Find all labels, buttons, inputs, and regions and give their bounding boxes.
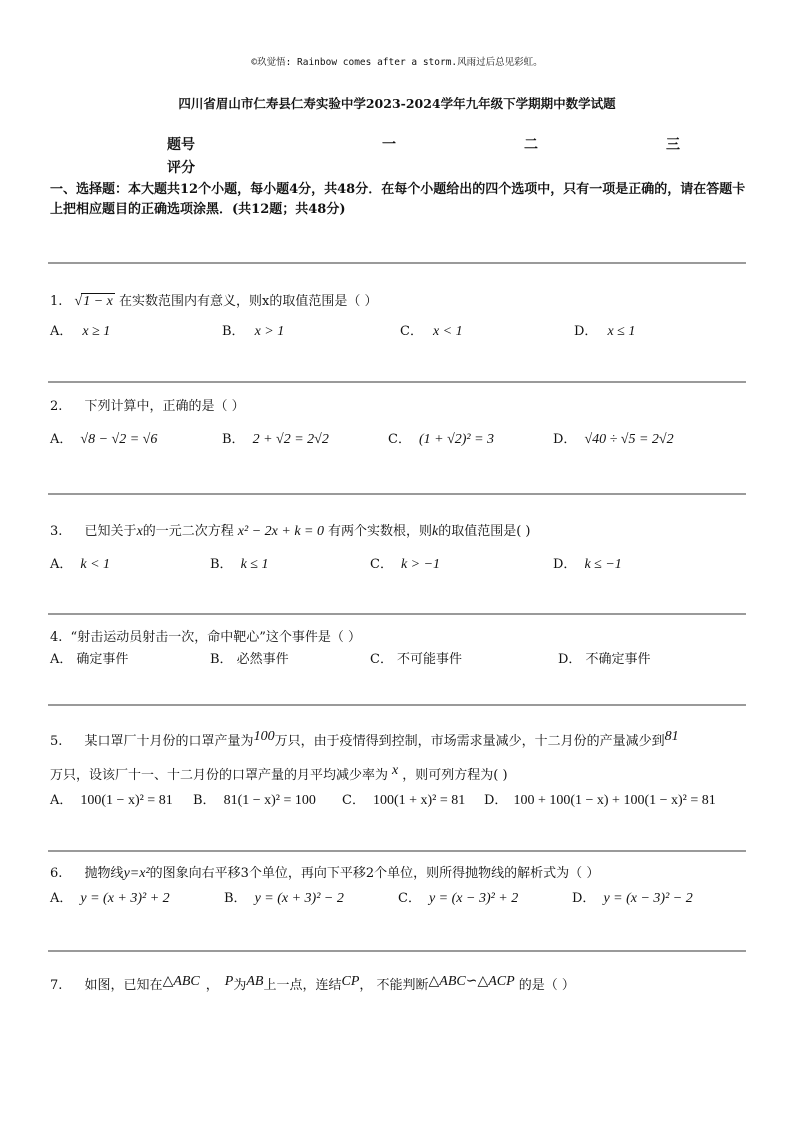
option-label: D．: [484, 793, 508, 808]
option-b[interactable]: 必然事件: [236, 652, 289, 667]
divider: [48, 381, 746, 383]
question-text: “射击运动员射击一次，命中靶心”这个事件是（ ）: [70, 630, 361, 645]
divider: [48, 704, 746, 706]
question-text: 下列计算中，正确的是（ ）: [84, 399, 245, 414]
option-d[interactable]: k ≤ −1: [584, 557, 622, 572]
option-b[interactable]: 2 + √2 = 2√2: [252, 432, 329, 447]
option-a[interactable]: 确定事件: [76, 652, 129, 667]
question-number: 5.: [50, 734, 63, 749]
divider: [48, 613, 746, 615]
variable-k: k: [432, 524, 439, 539]
divider: [48, 950, 746, 952]
divider: [48, 262, 746, 264]
question-text: 在实数范围内有意义，则x的取值范围是（ ）: [119, 294, 378, 309]
option-label: B．: [222, 324, 245, 339]
option-b[interactable]: k ≤ 1: [240, 557, 269, 572]
option-label: B．: [222, 432, 245, 447]
option-label: C．: [342, 793, 365, 808]
option-label: C．: [370, 652, 393, 667]
question-number: 4.: [50, 630, 63, 645]
question-text: 已知关于: [84, 524, 137, 539]
similarity-statement: △ABC∽△ACP: [428, 974, 515, 989]
option-label: B．: [210, 557, 233, 572]
option-a[interactable]: 100(1 − x)² = 81: [80, 793, 173, 808]
divider: [48, 850, 746, 852]
option-a[interactable]: x ≥ 1: [82, 324, 111, 339]
option-b[interactable]: y = (x + 3)² − 2: [254, 891, 344, 906]
option-label: C．: [388, 432, 411, 447]
option-label: D．: [572, 891, 596, 906]
header-note: ©玖觉悟: Rainbow comes after a storm.风雨过后总见彩虹。: [251, 57, 543, 68]
question-text: 万只，设该厂十一、十二月份的口罩产量的月平均减少率为: [50, 768, 389, 783]
segment-cp: CP: [341, 974, 360, 989]
value-100: 100: [253, 729, 275, 744]
option-label: A．: [50, 324, 73, 339]
point-p: P: [224, 974, 234, 989]
option-d[interactable]: 100 + 100(1 − x) + 100(1 − x)² = 81: [513, 793, 716, 808]
option-d[interactable]: √40 ÷ √5 = 2√2: [584, 432, 674, 447]
option-label: B．: [224, 891, 247, 906]
option-a[interactable]: k < 1: [80, 557, 111, 572]
option-a[interactable]: y = (x + 3)² + 2: [80, 891, 170, 906]
section-heading: 一、选择题：本大题共12个小题，每小题4分，共48分．在每个小题给出的四个选项中，只有一项是正确的，请在答题卡上把相应题目的正确选项涂黑．(共12题；共48分): [50, 182, 746, 217]
question-text: 如图，已知在: [84, 978, 163, 993]
option-b[interactable]: x > 1: [254, 324, 285, 339]
question-text: 抛物线: [84, 866, 124, 881]
option-label: D．: [558, 652, 582, 667]
option-c[interactable]: 不可能事件: [396, 652, 462, 667]
segment-ab: AB: [246, 974, 264, 989]
option-label: D．: [574, 324, 598, 339]
option-d[interactable]: 不确定事件: [585, 652, 651, 667]
option-label: C．: [370, 557, 393, 572]
question-number: 2.: [50, 399, 63, 414]
option-label: A．: [50, 793, 73, 808]
option-label: A．: [50, 652, 73, 667]
question-text: 某口罩厂十月份的口罩产量为: [84, 734, 254, 749]
option-label: B．: [193, 793, 216, 808]
question-number: 6.: [50, 866, 63, 881]
option-c[interactable]: y = (x − 3)² + 2: [428, 891, 519, 906]
option-c[interactable]: (1 + √2)² = 3: [418, 432, 495, 447]
score-table-col-2: 二: [524, 137, 538, 153]
value-81: 81: [664, 729, 679, 744]
option-label: C．: [398, 891, 421, 906]
function-expression: y=x²: [123, 866, 150, 881]
option-d[interactable]: x ≤ 1: [607, 324, 636, 339]
quadratic-equation: x² − 2x + k = 0: [237, 524, 324, 539]
option-label: A．: [50, 891, 73, 906]
option-label: C．: [400, 324, 423, 339]
option-b[interactable]: 81(1 − x)² = 100: [223, 793, 316, 808]
question-number: 3.: [50, 524, 63, 539]
score-table-col-1: 一: [382, 137, 396, 153]
score-table-header: 题号: [167, 137, 195, 153]
score-table-col-3: 三: [666, 137, 680, 153]
option-label: A．: [50, 557, 73, 572]
score-table-row-label: 评分: [167, 160, 195, 176]
question-number: 1.: [50, 294, 63, 309]
sqrt-expression: √1 − x: [74, 294, 113, 309]
question-number: 7.: [50, 978, 63, 993]
triangle-abc: △ABC: [162, 974, 200, 989]
option-label: B．: [210, 652, 233, 667]
variable-x: x: [392, 763, 399, 778]
option-c[interactable]: 100(1 + x)² = 81: [372, 793, 466, 808]
option-label: D．: [553, 432, 577, 447]
option-d[interactable]: y = (x − 3)² − 2: [603, 891, 693, 906]
variable-x: x: [136, 524, 143, 539]
option-c[interactable]: k > −1: [400, 557, 441, 572]
option-label: A．: [50, 432, 73, 447]
option-a[interactable]: √8 − √2 = √6: [80, 432, 158, 447]
option-c[interactable]: x < 1: [432, 324, 463, 339]
divider: [48, 493, 746, 495]
option-label: D．: [553, 557, 577, 572]
page-title: 四川省眉山市仁寿县仁寿实验中学2023-2024学年九年级下学期期中数学试题: [178, 96, 616, 111]
